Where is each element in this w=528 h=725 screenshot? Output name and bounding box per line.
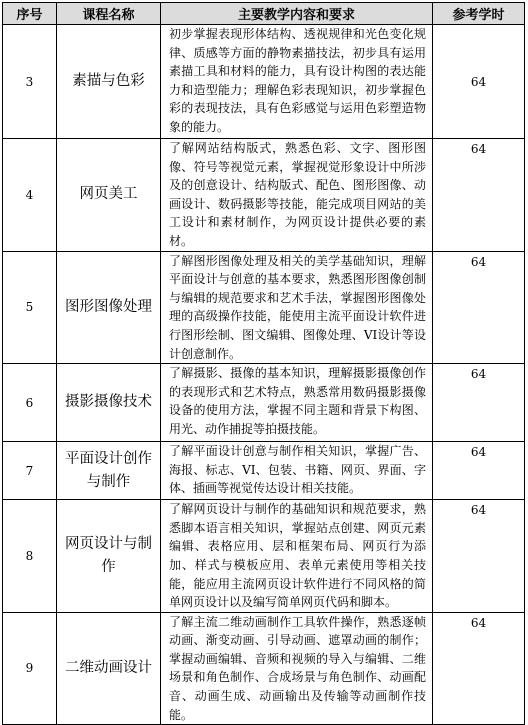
row-content: 了解摄影、摄像的基本知识，理解摄影摄像创作的表现形式和艺术特点，熟悉常用数码摄影摄像设备的使用方法，掌握不同主题和背景下构图、用光、动作捕捉等拍摄技能。 <box>161 364 433 442</box>
row-no: 3 <box>3 25 57 139</box>
header-hours: 参考学时 <box>433 3 525 25</box>
row-course-name: 二维动画设计 <box>57 612 161 725</box>
table-row <box>3 25 525 139</box>
row-no: 5 <box>3 251 57 364</box>
row-content: 初步掌握表现形体结构、透视规律和光色变化规律、质感等方面的静物素描技法，初步具有运用素描工具和材料的能力，具有设计构图的表达能力和造型能力；理解色彩表现知识，初步掌握色彩的表现技法，具有色彩感觉与运用色彩塑造物象的能力。 <box>161 25 433 139</box>
row-hours: 64 <box>433 612 525 725</box>
table-row <box>3 139 525 252</box>
row-course-name: 平面设计创作与制作 <box>57 442 161 500</box>
table-row <box>3 364 525 442</box>
row-hours: 64 <box>433 251 525 364</box>
row-content: 了解网页设计与制作的基础知识和规范要求，熟悉脚本语言相关知识，掌握站点创建、网页元素编辑、表格应用、层和框架布局、网页行为添加、样式与模板应用、表单元素使用等相关技能，能应用主流网页设计软件进行不同风格的简单网页设计以及编写简单网页代码和脚本。 <box>161 500 433 613</box>
row-content: 了解平面设计创意与制作相关知识，掌握广告、海报、标志、VI、包装、书籍、网页、界面、字体、插画等视觉传达设计相关技能。 <box>161 442 433 500</box>
row-hours: 64 <box>433 442 525 500</box>
row-hours: 64 <box>433 364 525 442</box>
row-course-name: 网页美工 <box>57 139 161 252</box>
header-course-name: 课程名称 <box>57 3 161 25</box>
row-content: 了解网站结构版式，熟悉色彩、文字、图形图像、符号等视觉元素，掌握视觉形象设计中所涉及的创意设计、结构版式、配色、图形图像、动画设计、数码摄影等技能，能完成项目网站的美工设计和素材制作，为网页设计提供必要的素材。 <box>161 139 433 252</box>
row-hours: 64 <box>433 500 525 613</box>
row-no: 6 <box>3 364 57 442</box>
table-row <box>3 251 525 364</box>
row-hours: 64 <box>433 139 525 252</box>
row-no: 8 <box>3 500 57 613</box>
curriculum-table <box>2 2 525 725</box>
table-row <box>3 442 525 500</box>
table-row <box>3 500 525 613</box>
row-course-name: 摄影摄像技术 <box>57 364 161 442</box>
row-hours: 64 <box>433 25 525 139</box>
row-no: 4 <box>3 139 57 252</box>
row-content: 了解图形图像处理及相关的美学基础知识，理解平面设计与创意的基本要求，熟悉图形图像创制与编辑的规范要求和艺术手法，掌握图形图像处理的高级操作技能，能使用主流平面设计软件进行图形绘制、图文编辑、图像处理、VI设计等设计创意制作。 <box>161 251 433 364</box>
row-no: 7 <box>3 442 57 500</box>
table-row <box>3 612 525 725</box>
row-course-name: 网页设计与制作 <box>57 500 161 613</box>
row-course-name: 图形图像处理 <box>57 251 161 364</box>
header-content: 主要教学内容和要求 <box>161 3 433 25</box>
row-no: 9 <box>3 612 57 725</box>
table-header-row <box>3 3 525 25</box>
row-course-name: 素描与色彩 <box>57 25 161 139</box>
header-no: 序号 <box>3 3 57 25</box>
row-content: 了解主流二维动画制作工具软件操作，熟悉逐帧动画、渐变动画、引导动画、遮罩动画的制作；掌握动画编辑、音频和视频的导入与编辑、二维场景和角色制作、合成场景与角色制作、动画配音、动画生成、动画输出及传输等动画制作技能。 <box>161 612 433 725</box>
